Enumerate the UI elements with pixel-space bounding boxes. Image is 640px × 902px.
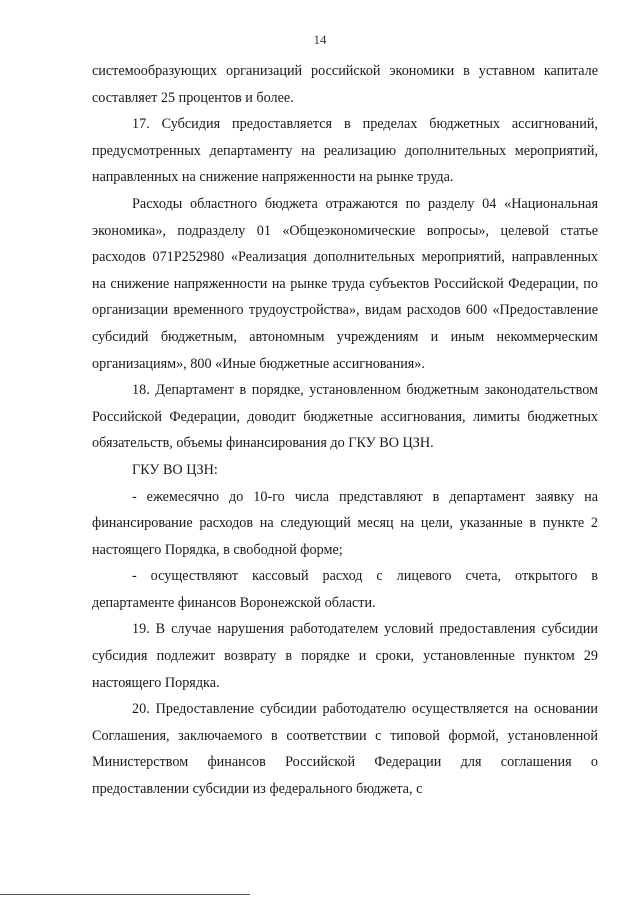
list-item-cash-expense: - осуществляют кассовый расход с лицевого счета, открытого в департаменте финансов Воронежской области.: [92, 568, 598, 611]
paragraph-17: 17. Субсидия предоставляется в пределах бюджетных ассигнований, предусмотренных департаменту на реализацию дополнительных мероприятий, направленных на снижение напряженности на рынке труда.: [92, 116, 598, 186]
paragraph-18: 18. Департамент в порядке, установленном бюджетным законодательством Российской Федерации, доводит бюджетные ассигнования, лимиты бюджетных обязательств, объемы финансирования до ГКУ ВО ЦЗН.: [92, 382, 598, 452]
paragraph-budget-expenses: Расходы областного бюджета отражаются по разделу 04 «Национальная экономика», подразделу 01 «Общеэкономические вопросы», целевой статье расходов 071P252980 «Реализация дополнительных мероприятий, направленных на снижение напряженности на рынке труда субъектов Российской Федерации, по организации временного трудоустройства», видам расходов 600 «Предоставление субсидий бюджетным, автономным учреждениям и иным некоммерческим организациям», 800 «Иные бюджетные ассигнования».: [92, 195, 598, 372]
paragraph-20: 20. Предоставление субсидии работодателю осуществляется на основании Соглашения, заключаемого в соответствии с типовой формой, установленной Министерством финансов Российской Федерации для соглашения о предоставлении субсидии из федерального бюджета, с: [92, 701, 598, 798]
list-item-monthly-request: - ежемесячно до 10-го числа представляют в департамент заявку на финансирование расходов на следующий месяц на цели, указанные в пункте 2 настоящего Порядка, в свободной форме;: [92, 488, 598, 558]
scan-edge-line: [0, 894, 250, 895]
paragraph-19: 19. В случае нарушения работодателем условий предоставления субсидии субсидия подлежит возврату в порядке и сроки, установленные пунктом 29 настоящего Порядка.: [92, 621, 598, 691]
paragraph-continuation: системообразующих организаций российской экономики в уставном капитале составляет 25 процентов и более.: [92, 63, 598, 106]
document-body: [92, 58, 598, 803]
paragraph-gku-heading: ГКУ ВО ЦЗН:: [132, 461, 218, 478]
page-number: 14: [313, 32, 327, 47]
